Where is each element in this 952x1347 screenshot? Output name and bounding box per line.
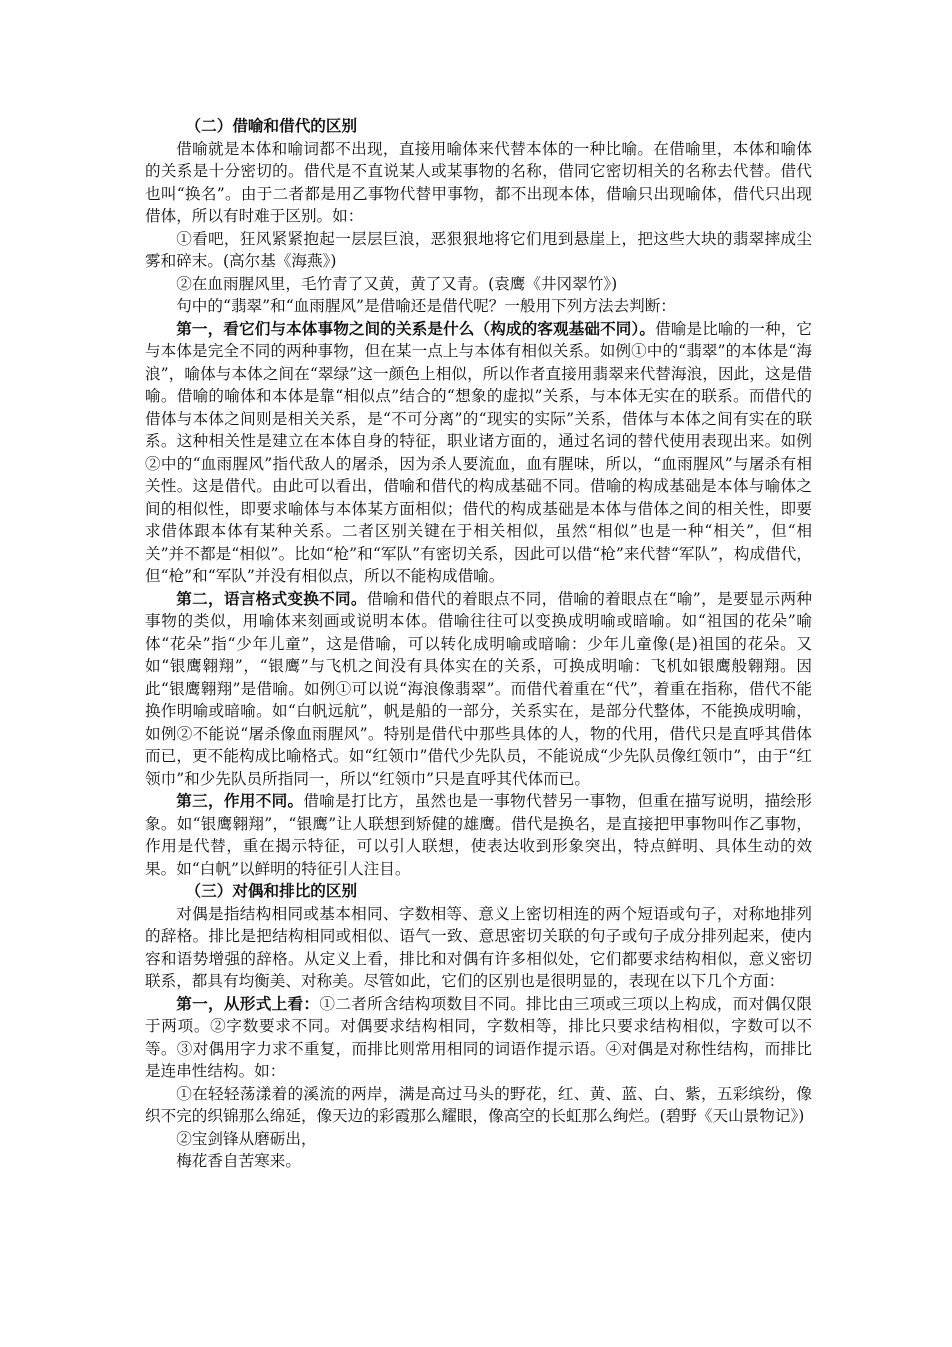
paragraph-form-point (145, 993, 812, 1083)
paragraph-question: 句中的“翡翠”和“血雨腥风”是借喻还是借代呢？一般用下列方法去判断： (176, 297, 676, 315)
form-point-text: ①二者所含结构项数目不同。排比由三项或三项以上构成，而对偶仅限于两项。②字数要求不同。对偶要求结构相同，字数相等，排比只要求结构相似，字数可以不等。③对偶用字力求不重复，而排比则常用相同的词语作提示语。④对偶是对称性结构，而排比是连串性结构。如： (145, 994, 812, 1080)
paragraph-intro: 借喻就是本体和喻词都不出现，直接用喻体来代替本体的一种比喻。在借喻里，本体和喻体的关系是十分密切的。借代是不直说某人或某事物的名称，借同它密切相关的名称去代替。借代也叫“换名”。由于二者都是用乙事物代替甲事物，都不出现本体，借喻只出现喻体，借代只出现借体，所以有时难于区别。如： (145, 139, 812, 225)
example-couplet-line-2: 梅花香自苦寒来。 (176, 1152, 301, 1170)
section-heading-metonymy: （二）借喻和借代的区别 (185, 116, 358, 135)
document-page (145, 115, 812, 1173)
paragraph-point-1 (145, 318, 812, 588)
section-heading-antithesis: （三）对偶和排比的区别 (185, 881, 358, 900)
example-1: ①看吧，狂风紧紧抱起一层层巨浪，恶狠狠地将它们甩到悬崖上，把这些大块的翡翠摔成尘雾和碎末。(高尔基《海燕》) (145, 229, 812, 270)
example-couplet-line-1: ②宝剑锋从磨砺出， (176, 1129, 317, 1148)
form-point-lead: 第一，从形式上看： (176, 993, 320, 1013)
example-2: ②在血雨腥风里，毛竹青了又黄，黄了又青。(袁鹰《井冈翠竹》) (176, 274, 618, 293)
point-2-text: 借喻和借代的着眼点不同，借喻的着眼点在“喻”，是要显示两种事物的类似，用喻体来刻画或说明本体。借喻往往可以变换成明喻或暗喻。如“祖国的花朵”喻体“花朵”指“少年儿童”，这是借喻，可以转化成明喻或暗喻：少年儿童像(是)祖国的花朵。又如“银鹰翱翔”，“银鹰”与飞机之间没有具体实在的关系，可换成明喻：飞机如银鹰般翱翔。因此“银鹰翱翔”是借喻。如例①可以说“海浪像翡翠”。而借代着重在“代”，着重在指称，借代不能换作明喻或暗喻。如“白帆远航”，帆是船的一部分，关系实在，是部分代整体，不能换成明喻，如例②不能说“屠杀像血雨腥风”。特别是借代中那些具体的人，物的代用，借代只是直呼其借体而已，更不能构成比喻格式。如“红领巾”借代少先队员，不能说成“少先队员像红领巾”，由于“红领巾”和少先队员所指同一，所以“红领巾”只是直呼其代体而已。 (145, 589, 812, 788)
paragraph-intro-2: 对偶是指结构相同或基本相同、字数相等、意义上密切相连的两个短语或句子，对称地排列的辞格。排比是把结构相同或相似、语气一致、意思密切关联的句子或句子成分排列起来，使内容和语势增强的辞格。从定义上看，排比和对偶有许多相似处，它们都要求结构相似，意义密切联系，都具有均衡美、对称美。尽管如此，它们的区别也是很明显的，表现在以下几个方面： (145, 904, 812, 990)
point-3-text: 借喻是打比方，虽然也是一事物代替另一事物，但重在描写说明，描绘形象。如“银鹰翱翔”，“银鹰”让人联想到矫健的雄鹰。借代是换名，是直接把甲事物叫作乙事物，作用是代替，重在揭示特征，可以引人联想，使表达收到形象突出，特点鲜明、具体生动的效果。如“白帆”以鲜明的特征引人注目。 (145, 792, 812, 878)
paragraph-point-3 (145, 790, 812, 880)
paragraph-point-2 (145, 588, 812, 791)
example-parallelism: ①在轻轻荡漾着的溪流的两岸，满是高过马头的野花，红、黄、蓝、白、紫，五彩缤纷，像织不完的织锦那么绵延，像天边的彩霞那么耀眼，像高空的长虹那么绚烂。(碧野《天山景物记》) (145, 1084, 812, 1125)
point-2-lead: 第二，语言格式变换不同。 (176, 588, 367, 608)
point-1-lead: 第一，看它们与本体事物之间的关系是什么（构成的客观基础不同）。 (176, 318, 656, 338)
point-1-text: 借喻是比喻的一种，它与本体是完全不同的两种事物，但在某一点上与本体有相似关系。如例①中的“翡翠”的本体是“海浪”，喻体与本体之间在“翠绿”这一颜色上相似，所以作者直接用翡翠来代替海浪，因此，这是借喻。借喻的喻体和本体是靠“相似点”结合的“想象的虚拟”关系，与本体无实在的联系。而借代的借体与本体之间则是相关关系，是“不可分离”的“现实的实际”关系，借体与本体之间有实在的联系。这种相关性是建立在本体自身的特征，职业诸方面的，通过名词的替代使用表现出来。如例②中的“血雨腥风”指代敌人的屠杀，因为杀人要流血，血有腥味，所以，“血雨腥风”与屠杀有相关性。这是借代。由此可以看出，借喻和借代的构成基础不同。借喻的构成基础是本体与喻体之间的相似性，即要求喻体与本体某方面相似；借代的构成基础是本体与借体之间的相关性，即要求借体跟本体有某种关系。二者区别关键在于相关相似，虽然“相似”也是一种“相关”，但“相关”并不都是“相似”。比如“枪”和“军队”有密切关系，因此可以借“枪”来代替“军队”，构成借代，但“枪”和“军队”并没有相似点，所以不能构成借喻。 (145, 319, 812, 585)
point-3-lead: 第三，作用不同。 (176, 791, 304, 810)
